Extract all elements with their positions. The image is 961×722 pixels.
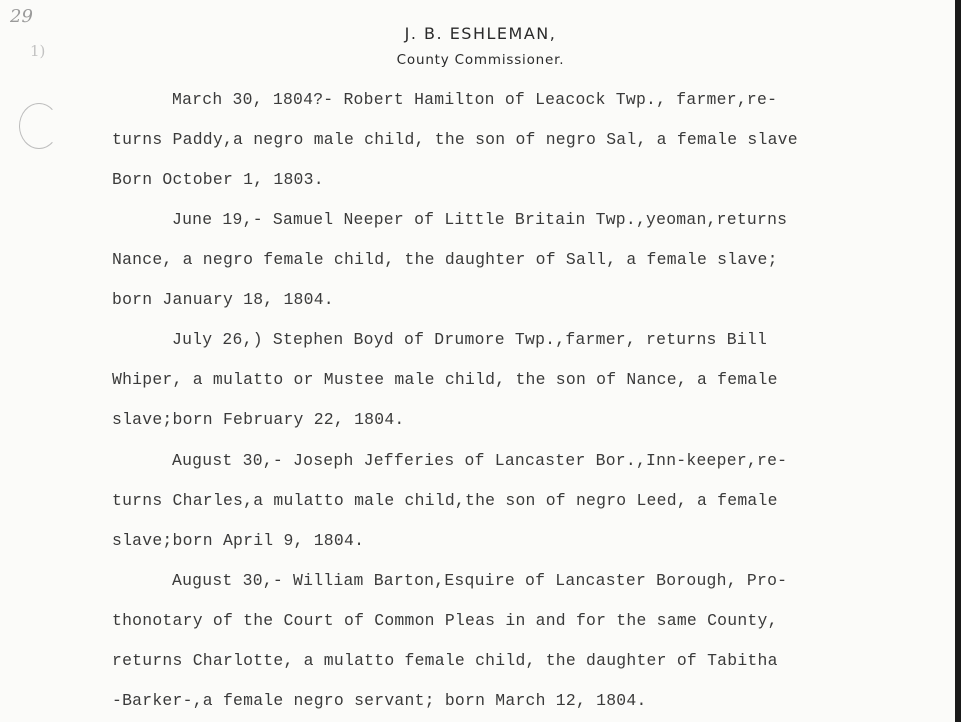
entry-5-line-2: thonotary of the Court of Common Pleas in and for the same County, [112,611,778,630]
letterhead-name: J. B. ESHLEMAN, [404,24,557,43]
entry-2-line-2: Nance, a negro female child, the daughter of Sall, a female slave; [112,250,778,269]
entry-4-line-2: turns Charles,a mulatto male child,the son of negro Leed, a female [112,491,778,510]
margin-pencil-mark: 1) [30,42,46,60]
entry-5-line-1: August 30,- William Barton,Esquire of Lancaster Borough, Pro- [172,571,788,590]
entry-2-line-1: June 19,- Samuel Neeper of Little Britain Twp.,yeoman,returns [172,210,788,229]
entry-3-line-3: slave;born February 22, 1804. [112,410,405,429]
entry-5-line-3: returns Charlotte, a mulatto female child, the daughter of Tabitha [112,651,778,670]
entry-1-line-3: Born October 1, 1803. [112,170,324,189]
entry-1-line-1: March 30, 1804?- Robert Hamilton of Leacock Twp., farmer,re- [172,90,778,109]
entry-4-line-3: slave;born April 9, 1804. [112,531,365,550]
entry-3-line-1: July 26,) Stephen Boyd of Drumore Twp.,farmer, returns Bill [172,330,768,349]
entry-4-line-1: August 30,- Joseph Jefferies of Lancaster Bor.,Inn-keeper,re- [172,451,788,470]
page-edge-shadow [955,0,961,722]
entry-1-line-2: turns Paddy,a negro male child, the son of negro Sal, a female slave [112,130,798,149]
entry-3-line-2: Whiper, a mulatto or Mustee male child, the son of Nance, a female [112,370,778,389]
entry-5-line-4: -Barker-,a female negro servant; born March 12, 1804. [112,691,647,710]
punch-hole-mark [19,103,59,149]
margin-page-number: 29 [10,6,33,27]
letterhead-title: County Commissioner. [396,52,565,68]
entry-2-line-3: born January 18, 1804. [112,290,334,309]
